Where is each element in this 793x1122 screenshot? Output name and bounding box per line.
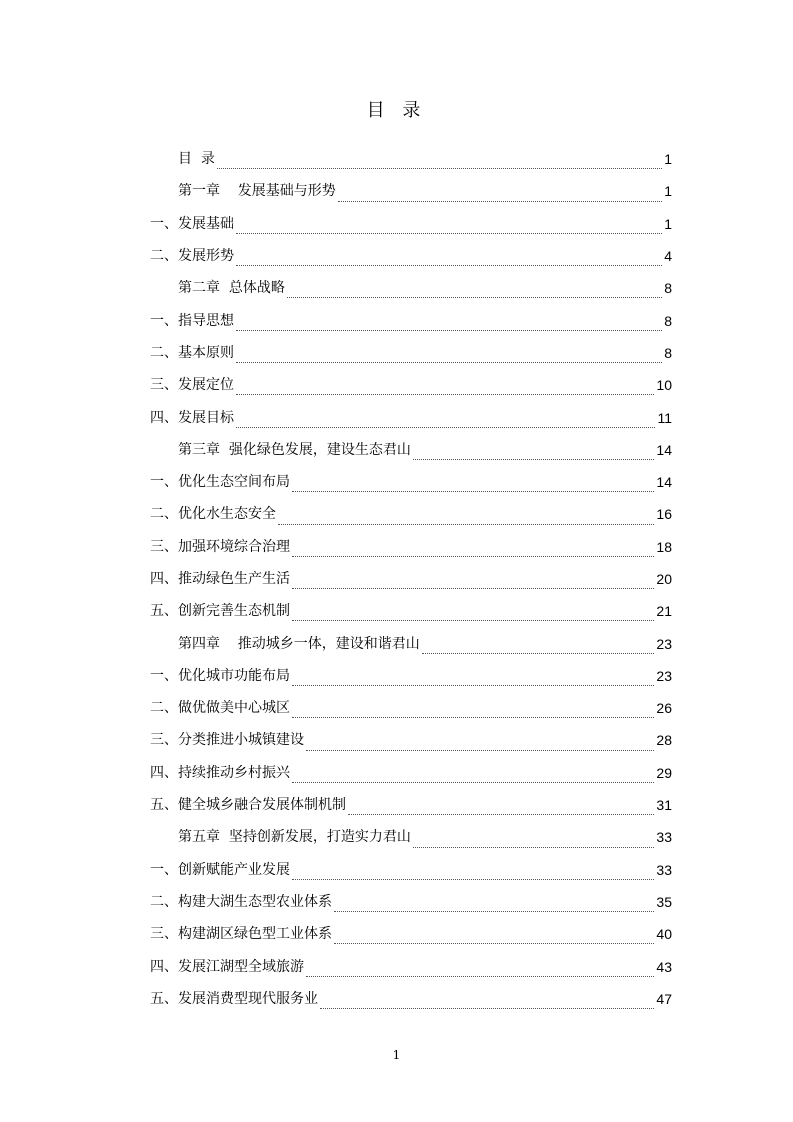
dot-leader	[292, 782, 654, 783]
dot-leader	[320, 1008, 654, 1009]
toc-entry-page: 40	[656, 926, 672, 943]
toc-entry-page: 31	[656, 797, 672, 814]
dot-leader	[287, 297, 662, 298]
toc-entry-page: 4	[664, 248, 672, 265]
toc-entry[interactable]	[150, 660, 672, 692]
toc-entry[interactable]	[150, 369, 672, 401]
toc-entry-page: 14	[656, 441, 672, 458]
toc-entry-label: 二、基本原则	[150, 344, 234, 361]
toc-entry-label: 四、发展目标	[150, 409, 234, 426]
toc-entry-page: 8	[664, 312, 672, 329]
toc-entry-label: 三、加强环境综合治理	[150, 538, 290, 555]
page-number: 1	[392, 1048, 401, 1062]
toc-entry-page: 1	[664, 151, 672, 168]
dot-leader	[292, 620, 654, 621]
toc-entry-label: 五、发展消费型现代服务业	[150, 990, 318, 1007]
dot-leader	[236, 233, 662, 234]
toc-entry-label: 四、发展江湖型全域旅游	[150, 958, 304, 975]
toc-entry-page: 14	[656, 474, 672, 491]
toc-entry[interactable]	[150, 886, 672, 918]
dot-leader	[236, 265, 662, 266]
dot-leader	[292, 717, 654, 718]
toc-entry-label: 二、发展形势	[150, 248, 234, 265]
toc-entry[interactable]	[150, 175, 672, 207]
toc-entry-label: 第三章 强化绿色发展，建设生态君山	[178, 441, 411, 458]
dot-leader	[217, 168, 662, 169]
dot-leader	[413, 459, 655, 460]
dot-leader	[422, 653, 655, 654]
dot-leader	[306, 750, 654, 751]
dot-leader	[236, 394, 654, 395]
toc-entry-label: 二、构建大湖生态型农业体系	[150, 893, 332, 910]
toc-entry-label: 一、创新赋能产业发展	[150, 861, 290, 878]
toc-entry-label: 第一章 发展基础与形势	[178, 183, 336, 200]
toc-entry[interactable]	[150, 821, 672, 853]
toc-entry-label: 第二章 总体战略	[178, 280, 285, 297]
toc-entry-page: 23	[656, 667, 672, 684]
toc-entry[interactable]	[150, 208, 672, 240]
dot-leader	[338, 201, 662, 202]
toc-entry[interactable]	[150, 466, 672, 498]
dot-leader	[236, 330, 662, 331]
toc-entry-page: 21	[656, 603, 672, 620]
toc-entry-label: 目 录	[178, 151, 215, 168]
dot-leader	[306, 976, 654, 977]
dot-leader	[292, 685, 654, 686]
toc-entry[interactable]	[150, 240, 672, 272]
toc-entry-page: 8	[664, 344, 672, 361]
dot-leader	[292, 556, 654, 557]
toc-entry-label: 二、优化水生态安全	[150, 506, 276, 523]
toc-entry-page: 20	[656, 571, 672, 587]
toc-entry[interactable]	[150, 789, 672, 821]
toc-entry[interactable]	[150, 983, 672, 1015]
toc-entry-page: 1	[664, 215, 672, 232]
toc-entry-page: 18	[656, 538, 672, 555]
toc-entry-page: 47	[656, 990, 672, 1007]
toc-entry[interactable]	[150, 272, 672, 304]
toc-entry[interactable]	[150, 724, 672, 756]
toc-entry-label: 一、指导思想	[150, 312, 234, 329]
toc-entry[interactable]	[150, 854, 672, 886]
toc-entry-page: 29	[656, 764, 672, 781]
toc-entry-label: 三、发展定位	[150, 377, 234, 394]
toc-entry-label: 五、创新完善生态机制	[150, 603, 290, 620]
toc-entry-page: 10	[656, 377, 672, 394]
toc-entry[interactable]	[150, 627, 672, 659]
toc-entry[interactable]	[150, 143, 672, 175]
toc-entry-label: 第五章 坚持创新发展，打造实力君山	[178, 829, 411, 846]
dot-leader	[292, 491, 654, 492]
toc-entry[interactable]	[150, 692, 672, 724]
toc-entry-label: 一、发展基础	[150, 215, 234, 232]
toc-entry[interactable]	[150, 531, 672, 563]
toc-entry-page: 23	[656, 635, 672, 652]
dot-leader	[236, 427, 655, 428]
toc-entry-page: 26	[656, 700, 672, 717]
toc-entry-label: 四、推动绿色生产生活	[150, 571, 290, 587]
toc-entry-label: 三、构建湖区绿色型工业体系	[150, 926, 332, 943]
toc-entry[interactable]	[150, 950, 672, 982]
dot-leader	[348, 814, 654, 815]
dot-leader	[334, 911, 654, 912]
dot-leader	[292, 588, 654, 589]
toc-entry[interactable]	[150, 304, 672, 336]
toc-entry-page: 35	[656, 893, 672, 910]
dot-leader	[292, 879, 654, 880]
toc-entry-label: 第四章 推动城乡一体，建设和谐君山	[178, 635, 420, 652]
toc-entry[interactable]	[150, 434, 672, 466]
toc-entry[interactable]	[150, 337, 672, 369]
dot-leader	[236, 362, 662, 363]
toc-entry[interactable]	[150, 563, 672, 595]
toc-entry-label: 四、持续推动乡村振兴	[150, 764, 290, 781]
toc-entry[interactable]	[150, 757, 672, 789]
toc-entry[interactable]	[150, 595, 672, 627]
toc-entry[interactable]	[150, 498, 672, 530]
toc-entry-label: 二、做优做美中心城区	[150, 700, 290, 717]
toc-entry[interactable]	[150, 401, 672, 433]
toc-entry-label: 一、优化生态空间布局	[150, 474, 290, 491]
toc-entry-page: 28	[656, 732, 672, 749]
toc-entry-page: 33	[656, 829, 672, 846]
dot-leader	[278, 524, 654, 525]
toc-entry-page: 33	[656, 861, 672, 878]
toc-entry-label: 三、分类推进小城镇建设	[150, 732, 304, 749]
toc-entry-page: 16	[656, 506, 672, 523]
toc-entry-page: 1	[664, 183, 672, 200]
toc-entry-label: 一、优化城市功能布局	[150, 667, 290, 684]
toc-entry-page: 8	[664, 280, 672, 297]
toc-entry-page: 11	[657, 409, 672, 426]
page-title: 目 录	[366, 100, 427, 121]
toc-entry-page: 43	[656, 958, 672, 975]
toc-entry[interactable]	[150, 918, 672, 950]
toc-entry-label: 五、健全城乡融合发展体制机制	[150, 797, 346, 814]
table-of-contents	[150, 143, 672, 1015]
dot-leader	[334, 943, 654, 944]
dot-leader	[413, 847, 655, 848]
